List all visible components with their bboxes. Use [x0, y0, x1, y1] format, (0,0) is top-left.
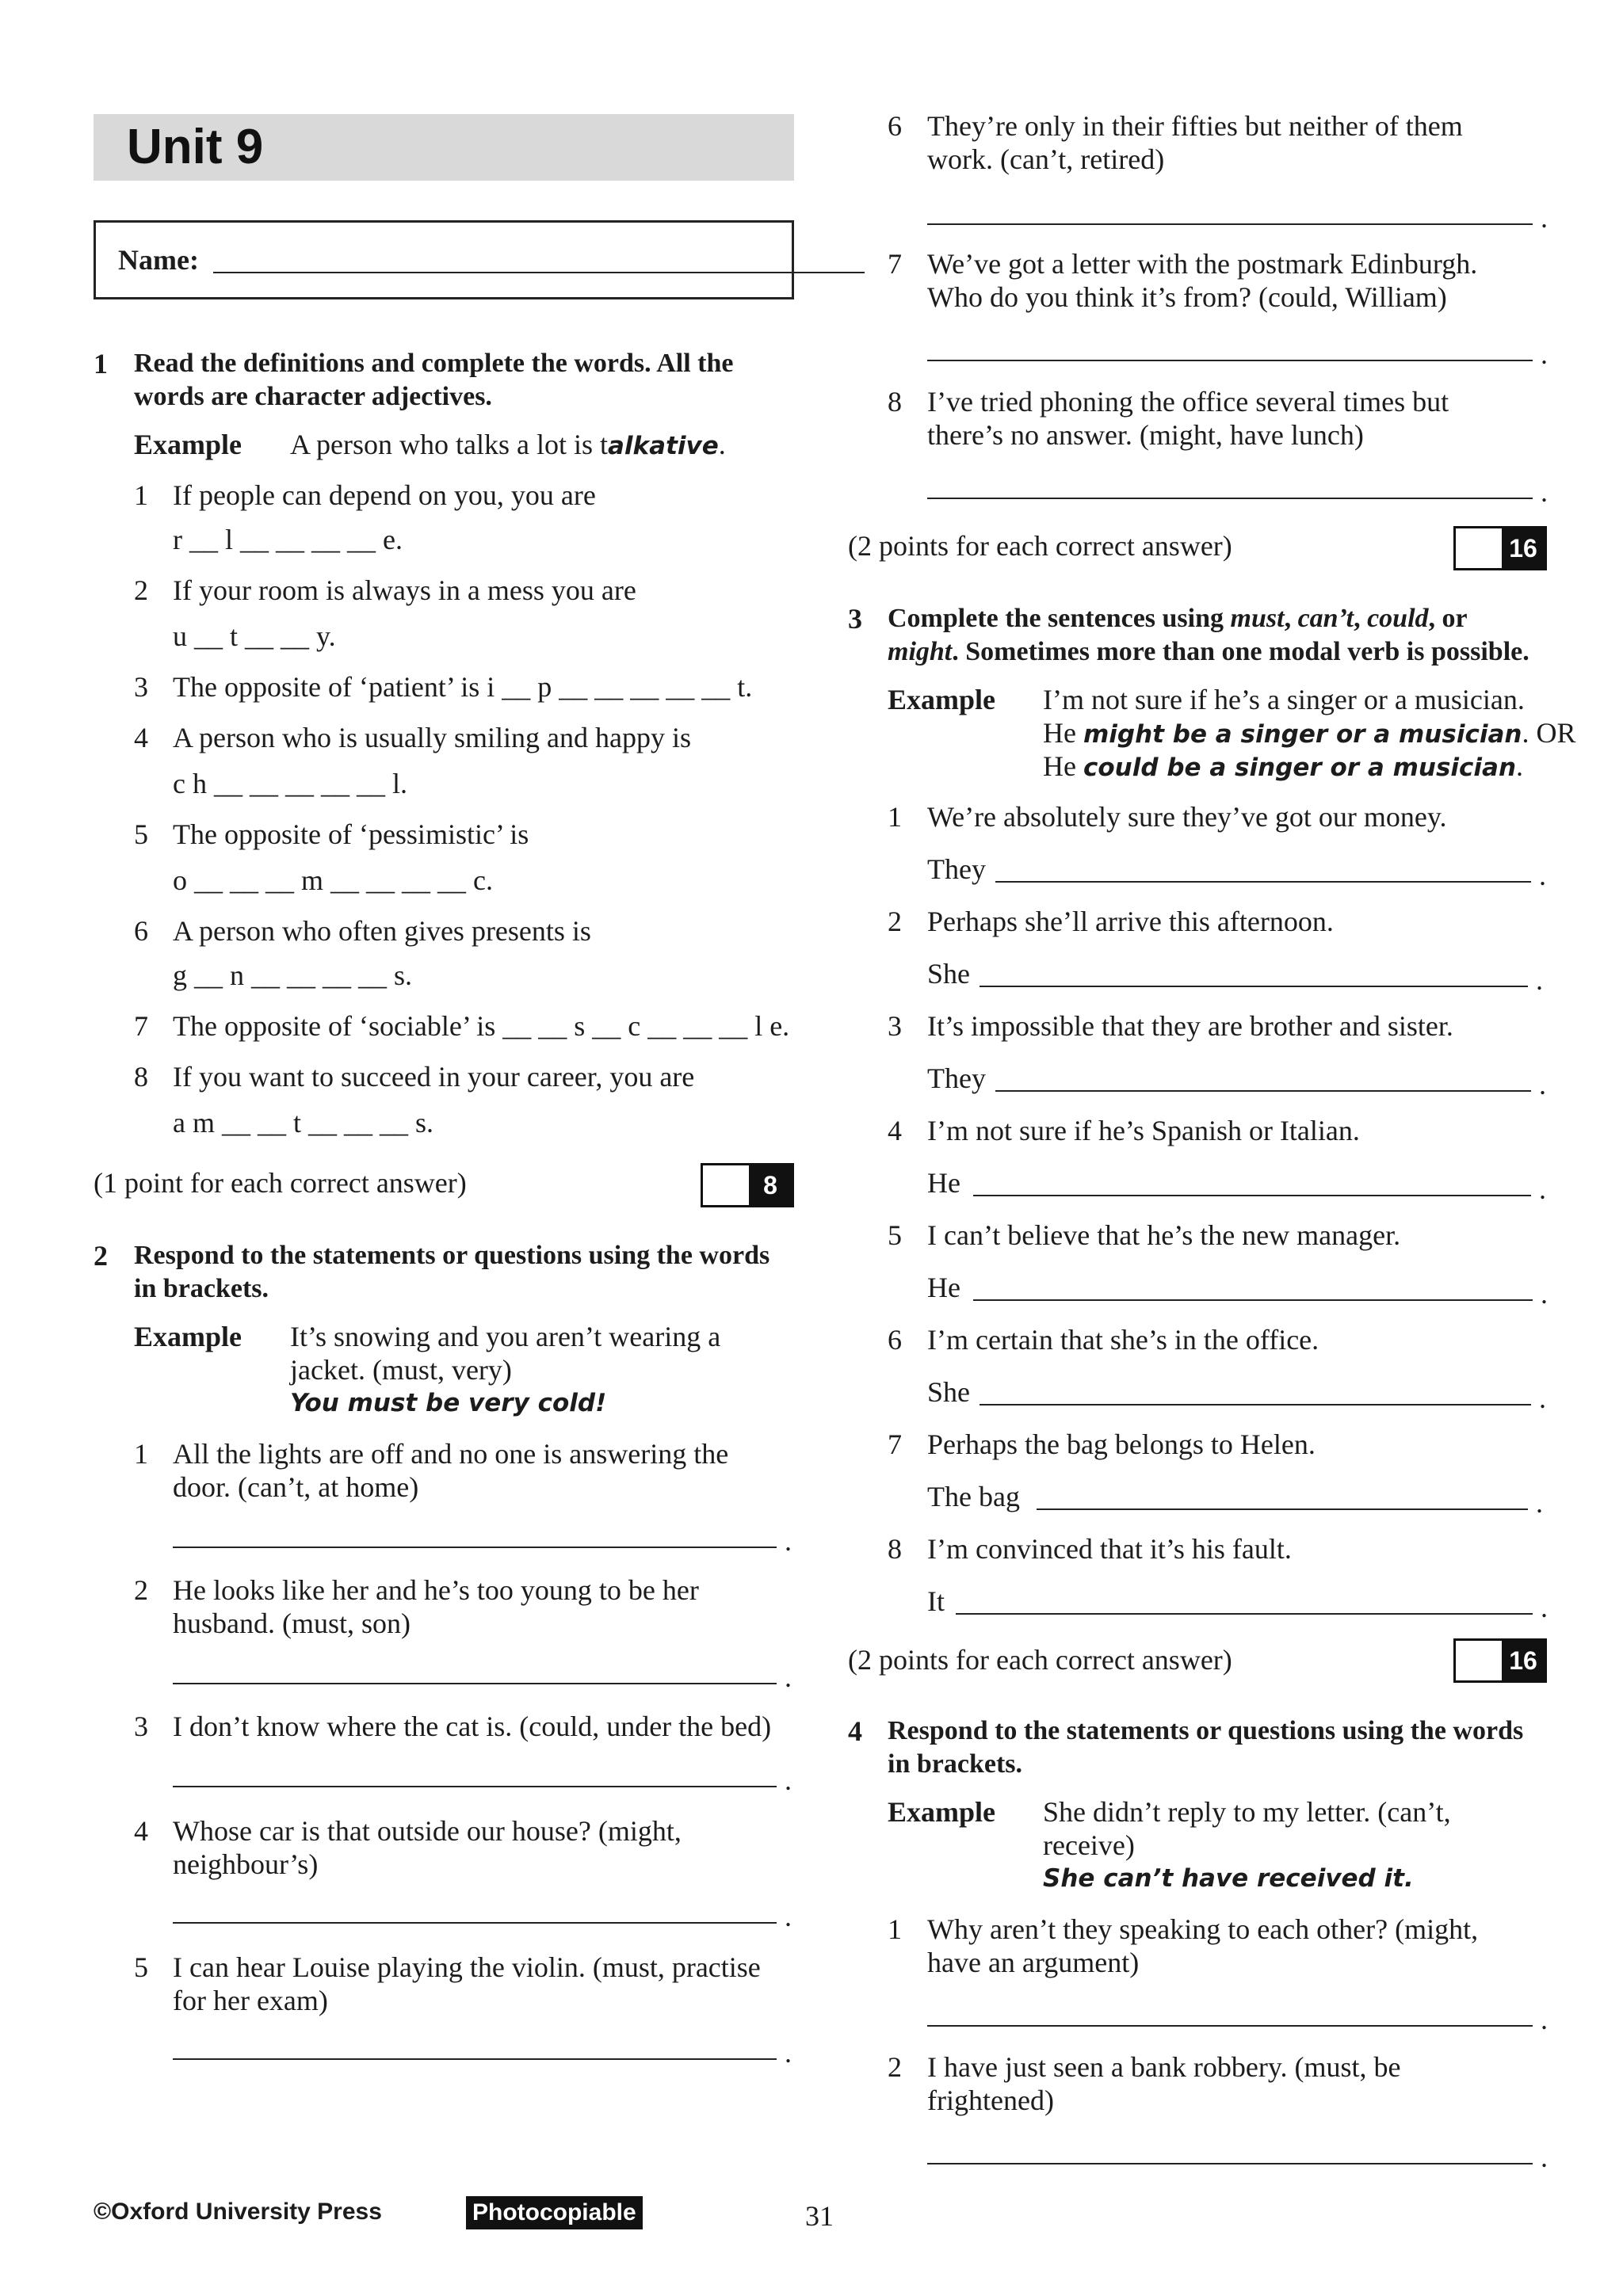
item-text: frightened) [927, 2084, 1054, 2116]
item-text[interactable]: The opposite of ‘sociable’ is __ __ s __ c __ __ __ l e. [173, 1010, 790, 1042]
item-text: neighbour’s) [173, 1848, 319, 1880]
item-number: 4 [134, 722, 148, 753]
item-number: 8 [134, 1061, 148, 1093]
sentence-start: He [927, 1272, 960, 1303]
answer-period: . [1539, 1383, 1546, 1414]
item-text[interactable]: The opposite of ‘patient’ is i __ p __ __ __ __ __ t. [173, 671, 753, 703]
answer-line[interactable] [1037, 1508, 1528, 1510]
item-text: Whose car is that outside our house? (might, [173, 1815, 682, 1847]
section-2-number: 2 [94, 1240, 108, 1272]
section-1-number: 1 [94, 348, 108, 379]
answer-line[interactable] [927, 360, 1533, 361]
item-answer-blanks[interactable]: g __ n __ __ __ __ s. [173, 959, 413, 991]
item-text: door. (can’t, at home) [173, 1471, 419, 1503]
answer-period: . [1536, 964, 1543, 996]
answer-line[interactable] [173, 1683, 777, 1684]
answer-period: . [1541, 1278, 1548, 1310]
answer-line[interactable] [173, 1922, 777, 1924]
item-text: I can’t believe that he’s the new manager. [927, 1219, 1401, 1251]
section-1-heading: Read the definitions and complete the words. All the [134, 349, 734, 378]
item-number: 6 [888, 110, 902, 142]
answer-period: . [785, 1525, 792, 1557]
unit-title: Unit 9 [127, 120, 264, 174]
item-number: 1 [134, 479, 148, 511]
item-text: All the lights are off and no one is answering the [173, 1438, 729, 1470]
item-text: We’ve got a letter with the postmark Edinburgh. [927, 248, 1478, 280]
item-text: The opposite of ‘pessimistic’ is [173, 818, 529, 850]
section-4-heading: in brackets. [888, 1749, 1022, 1779]
item-text: for her exam) [173, 1985, 328, 2016]
item-text: Perhaps she’ll arrive this afternoon. [927, 906, 1334, 937]
answer-period: . [785, 2037, 792, 2069]
item-number: 4 [888, 1115, 902, 1146]
item-text: A person who is usually smiling and happy is [173, 722, 691, 753]
item-text: I’m convinced that it’s his fault. [927, 1533, 1292, 1565]
item-text: Why aren’t they speaking to each other? (might, [927, 1913, 1479, 1945]
item-text: Who do you think it’s from? (could, William) [927, 281, 1447, 313]
item-text: It’s impossible that they are brother and sister. [927, 1010, 1453, 1042]
points-note: (2 points for each correct answer) [848, 530, 1232, 562]
answer-line[interactable] [956, 1613, 1533, 1615]
name-label: Name: [118, 244, 199, 276]
item-answer-blanks[interactable]: c h __ __ __ __ __ l. [173, 768, 407, 799]
points-note: (2 points for each correct answer) [848, 1644, 1232, 1676]
item-number: 3 [888, 1010, 902, 1042]
sentence-start: They [927, 1062, 986, 1094]
item-text: there’s no answer. (might, have lunch) [927, 419, 1364, 451]
example-text: It’s snowing and you aren’t wearing a [290, 1321, 721, 1352]
answer-line[interactable] [980, 1404, 1531, 1405]
example-text: He could be a singer or a musician. [1043, 750, 1524, 782]
example-answer: You must be very cold! [290, 1389, 607, 1417]
sentence-start: She [927, 958, 970, 990]
item-text: I’m certain that she’s in the office. [927, 1324, 1319, 1356]
example-text: She didn’t reply to my letter. (can’t, [1043, 1796, 1451, 1828]
answer-period: . [1541, 338, 1548, 370]
item-number: 3 [134, 671, 148, 703]
example-text: jacket. (must, very) [290, 1354, 512, 1386]
item-number: 6 [888, 1324, 902, 1356]
points-note: (1 point for each correct answer) [94, 1167, 467, 1199]
answer-line[interactable] [995, 1090, 1531, 1092]
unit-title-band [94, 114, 794, 181]
answer-line[interactable] [973, 1195, 1531, 1196]
score-box[interactable] [701, 1163, 794, 1207]
item-text: have an argument) [927, 1947, 1140, 1978]
example-label: Example [134, 1321, 242, 1352]
score-box[interactable] [1453, 1638, 1547, 1683]
answer-period: . [1539, 1173, 1546, 1205]
item-number: 1 [888, 801, 902, 833]
example-text: I’m not sure if he’s a singer or a musician. [1043, 684, 1525, 715]
example-text: He might be a singer or a musician. OR [1043, 717, 1576, 749]
answer-period: . [1541, 2004, 1548, 2035]
item-text: I’m not sure if he’s Spanish or Italian. [927, 1115, 1360, 1146]
item-number: 2 [888, 2051, 902, 2083]
answer-period: . [1539, 860, 1546, 891]
section-4-number: 4 [848, 1715, 862, 1747]
example-label: Example [888, 684, 996, 715]
answer-line[interactable] [980, 986, 1528, 987]
section-3-heading: Complete the sentences using must, can’t, could, or [888, 604, 1468, 633]
example-label: Example [134, 429, 242, 460]
item-number: 7 [888, 248, 902, 280]
name-box [94, 220, 794, 299]
section-3-number: 3 [848, 603, 862, 635]
example-answer: She can’t have received it. [1043, 1864, 1414, 1893]
section-2-heading: in brackets. [134, 1274, 269, 1303]
answer-line[interactable] [927, 223, 1533, 225]
item-text: He looks like her and he’s too young to be her [173, 1574, 699, 1606]
sentence-start: She [927, 1376, 970, 1408]
item-text: Perhaps the bag belongs to Helen. [927, 1428, 1316, 1460]
score-total: 16 [1502, 1641, 1545, 1680]
item-text: If you want to succeed in your career, you are [173, 1061, 695, 1093]
answer-period: . [785, 1901, 792, 1932]
item-number: 2 [134, 1574, 148, 1606]
item-text: If your room is always in a mess you are [173, 574, 636, 606]
item-text: I have just seen a bank robbery. (must, be [927, 2051, 1401, 2083]
sentence-start: He [927, 1167, 960, 1199]
score-total: 8 [749, 1165, 792, 1205]
item-text: A person who often gives presents is [173, 915, 591, 947]
answer-line[interactable] [927, 2163, 1533, 2164]
item-number: 1 [134, 1438, 148, 1470]
answer-period: . [785, 1764, 792, 1796]
item-text: I don’t know where the cat is. (could, under the bed) [173, 1711, 772, 1742]
item-number: 2 [134, 574, 148, 606]
copyright-notice: ©Oxford University Press [94, 2199, 382, 2225]
item-number: 5 [134, 818, 148, 850]
answer-line[interactable] [927, 498, 1533, 499]
answer-line[interactable] [173, 1786, 777, 1787]
item-text: work. (can’t, retired) [927, 143, 1165, 175]
score-box[interactable] [1453, 526, 1547, 570]
sentence-start: They [927, 853, 986, 885]
example-label: Example [888, 1796, 996, 1828]
item-number: 7 [888, 1428, 902, 1460]
sentence-start: The bag [927, 1481, 1020, 1512]
answer-line[interactable] [173, 2058, 777, 2060]
item-answer-blanks[interactable]: o __ __ __ m __ __ __ __ c. [173, 864, 493, 896]
photocopiable-badge: Photocopiable [466, 2196, 643, 2229]
item-text: They’re only in their fifties but neither of them [927, 110, 1463, 142]
item-answer-blanks[interactable]: a m __ __ t __ __ __ s. [173, 1107, 433, 1138]
item-number: 3 [134, 1711, 148, 1742]
item-number: 2 [888, 906, 902, 937]
item-number: 1 [888, 1913, 902, 1945]
sentence-start: It [927, 1585, 945, 1617]
answer-period: . [785, 1661, 792, 1693]
score-total: 16 [1502, 528, 1545, 568]
item-answer-blanks[interactable]: u __ t __ __ y. [173, 620, 336, 652]
answer-period: . [1541, 1592, 1548, 1623]
item-text: I can hear Louise playing the violin. (must, practise [173, 1951, 761, 1983]
page-number: 31 [805, 2200, 834, 2232]
answer-period: . [1541, 476, 1548, 508]
example-text: A person who talks a lot is talkative. [290, 429, 726, 460]
answer-period: . [1539, 1069, 1546, 1100]
section-3-heading: might. Sometimes more than one modal verb is possible. [888, 637, 1529, 666]
answer-line[interactable] [173, 1547, 777, 1548]
name-field[interactable] [213, 272, 865, 273]
answer-line[interactable] [927, 2025, 1533, 2027]
item-answer-blanks[interactable]: r __ l __ __ __ __ e. [173, 524, 403, 555]
item-number: 8 [888, 386, 902, 418]
section-4-heading: Respond to the statements or questions using the words [888, 1716, 1524, 1745]
item-text: If people can depend on you, you are [173, 479, 596, 511]
item-number: 8 [888, 1533, 902, 1565]
section-1-heading: words are character adjectives. [134, 382, 492, 411]
item-number: 4 [134, 1815, 148, 1847]
item-text: We’re absolutely sure they’ve got our money. [927, 801, 1447, 833]
item-text: husband. (must, son) [173, 1608, 411, 1639]
item-number: 5 [888, 1219, 902, 1251]
answer-period: . [1541, 202, 1548, 234]
answer-period: . [1541, 2142, 1548, 2173]
example-text: receive) [1043, 1829, 1135, 1861]
item-text: I’ve tried phoning the office several times but [927, 386, 1449, 418]
item-number: 6 [134, 915, 148, 947]
item-number: 7 [134, 1010, 148, 1042]
answer-line[interactable] [973, 1299, 1533, 1301]
answer-line[interactable] [995, 881, 1531, 883]
section-2-heading: Respond to the statements or questions using the words [134, 1241, 770, 1270]
answer-period: . [1536, 1487, 1543, 1519]
item-number: 5 [134, 1951, 148, 1983]
